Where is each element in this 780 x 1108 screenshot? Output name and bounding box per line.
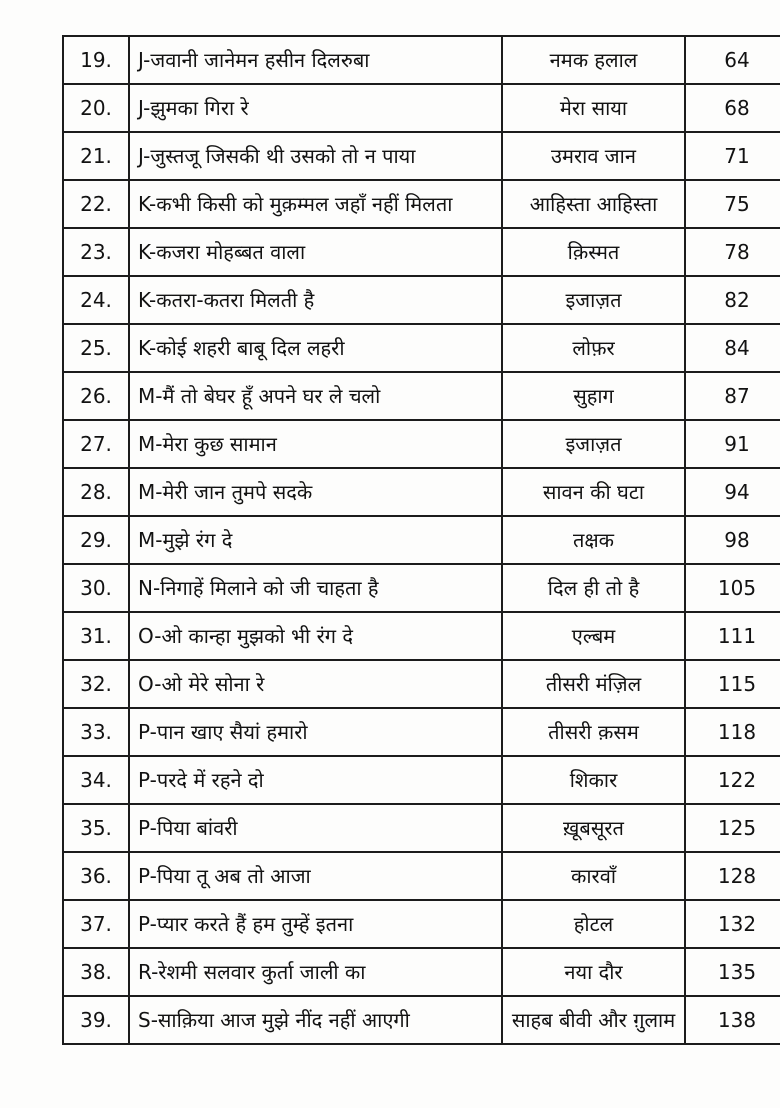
page-cell: 98	[685, 516, 780, 564]
serial-cell: 35.	[63, 804, 129, 852]
film-cell: नमक हलाल	[502, 36, 685, 84]
film-cell: कारवाँ	[502, 852, 685, 900]
page-cell: 87	[685, 372, 780, 420]
table-row	[63, 84, 780, 132]
page-cell: 111	[685, 612, 780, 660]
page-cell: 118	[685, 708, 780, 756]
serial-cell: 29.	[63, 516, 129, 564]
title-cell: K-कतरा-कतरा मिलती है	[129, 276, 502, 324]
table-row	[63, 900, 780, 948]
title-cell: O-ओ मेरे सोना रे	[129, 660, 502, 708]
film-cell: मेरा साया	[502, 84, 685, 132]
serial-cell: 31.	[63, 612, 129, 660]
page-cell: 135	[685, 948, 780, 996]
serial-cell: 39.	[63, 996, 129, 1044]
table-row	[63, 132, 780, 180]
film-cell: शिकार	[502, 756, 685, 804]
film-cell: नया दौर	[502, 948, 685, 996]
title-cell: R-रेशमी सलवार कुर्ता जाली का	[129, 948, 502, 996]
table-row	[63, 468, 780, 516]
serial-cell: 19.	[63, 36, 129, 84]
page-cell: 132	[685, 900, 780, 948]
serial-cell: 32.	[63, 660, 129, 708]
title-cell: K-कोई शहरी बाबू दिल लहरी	[129, 324, 502, 372]
film-cell: तीसरी मंज़िल	[502, 660, 685, 708]
serial-cell: 27.	[63, 420, 129, 468]
page-cell: 75	[685, 180, 780, 228]
song-table-body	[63, 36, 780, 1044]
table-row	[63, 516, 780, 564]
page-cell: 71	[685, 132, 780, 180]
table-row	[63, 564, 780, 612]
serial-cell: 26.	[63, 372, 129, 420]
film-cell: तीसरी क़सम	[502, 708, 685, 756]
table-row	[63, 804, 780, 852]
table-row	[63, 756, 780, 804]
page-cell: 138	[685, 996, 780, 1044]
film-cell: ख़ूबसूरत	[502, 804, 685, 852]
table-row	[63, 708, 780, 756]
page-cell: 84	[685, 324, 780, 372]
film-cell: एल्बम	[502, 612, 685, 660]
page-cell: 115	[685, 660, 780, 708]
title-cell: J-झुमका गिरा रे	[129, 84, 502, 132]
serial-cell: 22.	[63, 180, 129, 228]
serial-cell: 30.	[63, 564, 129, 612]
title-cell: N-निगाहें मिलाने को जी चाहता है	[129, 564, 502, 612]
serial-cell: 37.	[63, 900, 129, 948]
page-cell: 68	[685, 84, 780, 132]
film-cell: इजाज़त	[502, 276, 685, 324]
title-cell: M-मुझे रंग दे	[129, 516, 502, 564]
title-cell: O-ओ कान्हा मुझको भी रंग दे	[129, 612, 502, 660]
table-row	[63, 612, 780, 660]
title-cell: P-परदे में रहने दो	[129, 756, 502, 804]
serial-cell: 25.	[63, 324, 129, 372]
title-cell: K-कभी किसी को मुक़म्मल जहाँ नहीं मिलता	[129, 180, 502, 228]
film-cell: दिल ही तो है	[502, 564, 685, 612]
page-cell: 94	[685, 468, 780, 516]
serial-cell: 33.	[63, 708, 129, 756]
title-cell: P-पिया बांवरी	[129, 804, 502, 852]
table-row	[63, 420, 780, 468]
serial-cell: 34.	[63, 756, 129, 804]
table-row	[63, 660, 780, 708]
table-row	[63, 948, 780, 996]
table-row	[63, 180, 780, 228]
film-cell: सावन की घटा	[502, 468, 685, 516]
title-cell: J-जवानी जानेमन हसीन दिलरुबा	[129, 36, 502, 84]
title-cell: P-पिया तू अब तो आजा	[129, 852, 502, 900]
film-cell: उमराव जान	[502, 132, 685, 180]
serial-cell: 23.	[63, 228, 129, 276]
page-cell: 125	[685, 804, 780, 852]
film-cell: क़िस्मत	[502, 228, 685, 276]
serial-cell: 24.	[63, 276, 129, 324]
table-row	[63, 276, 780, 324]
film-cell: होटल	[502, 900, 685, 948]
song-index-table	[62, 35, 780, 1045]
table-row	[63, 852, 780, 900]
film-cell: इजाज़त	[502, 420, 685, 468]
page-cell: 78	[685, 228, 780, 276]
table-row	[63, 372, 780, 420]
table-row	[63, 996, 780, 1044]
page-cell: 82	[685, 276, 780, 324]
serial-cell: 28.	[63, 468, 129, 516]
title-cell: M-मेरा कुछ सामान	[129, 420, 502, 468]
table-row	[63, 324, 780, 372]
title-cell: P-पान खाए सैयां हमारो	[129, 708, 502, 756]
page-cell: 105	[685, 564, 780, 612]
film-cell: सुहाग	[502, 372, 685, 420]
serial-cell: 20.	[63, 84, 129, 132]
serial-cell: 38.	[63, 948, 129, 996]
film-cell: साहब बीवी और ग़ुलाम	[502, 996, 685, 1044]
serial-cell: 36.	[63, 852, 129, 900]
table-row	[63, 36, 780, 84]
title-cell: J-जुस्तजू जिसकी थी उसको तो न पाया	[129, 132, 502, 180]
page-cell: 122	[685, 756, 780, 804]
title-cell: M-मैं तो बेघर हूँ अपने घर ले चलो	[129, 372, 502, 420]
film-cell: आहिस्ता आहिस्ता	[502, 180, 685, 228]
page-cell: 91	[685, 420, 780, 468]
film-cell: लोफ़र	[502, 324, 685, 372]
title-cell: K-कजरा मोहब्बत वाला	[129, 228, 502, 276]
table-row	[63, 228, 780, 276]
title-cell: M-मेरी जान तुमपे सदके	[129, 468, 502, 516]
page-cell: 64	[685, 36, 780, 84]
title-cell: P-प्यार करते हैं हम तुम्हें इतना	[129, 900, 502, 948]
serial-cell: 21.	[63, 132, 129, 180]
title-cell: S-साक़िया आज मुझे नींद नहीं आएगी	[129, 996, 502, 1044]
film-cell: तक्षक	[502, 516, 685, 564]
page-cell: 128	[685, 852, 780, 900]
